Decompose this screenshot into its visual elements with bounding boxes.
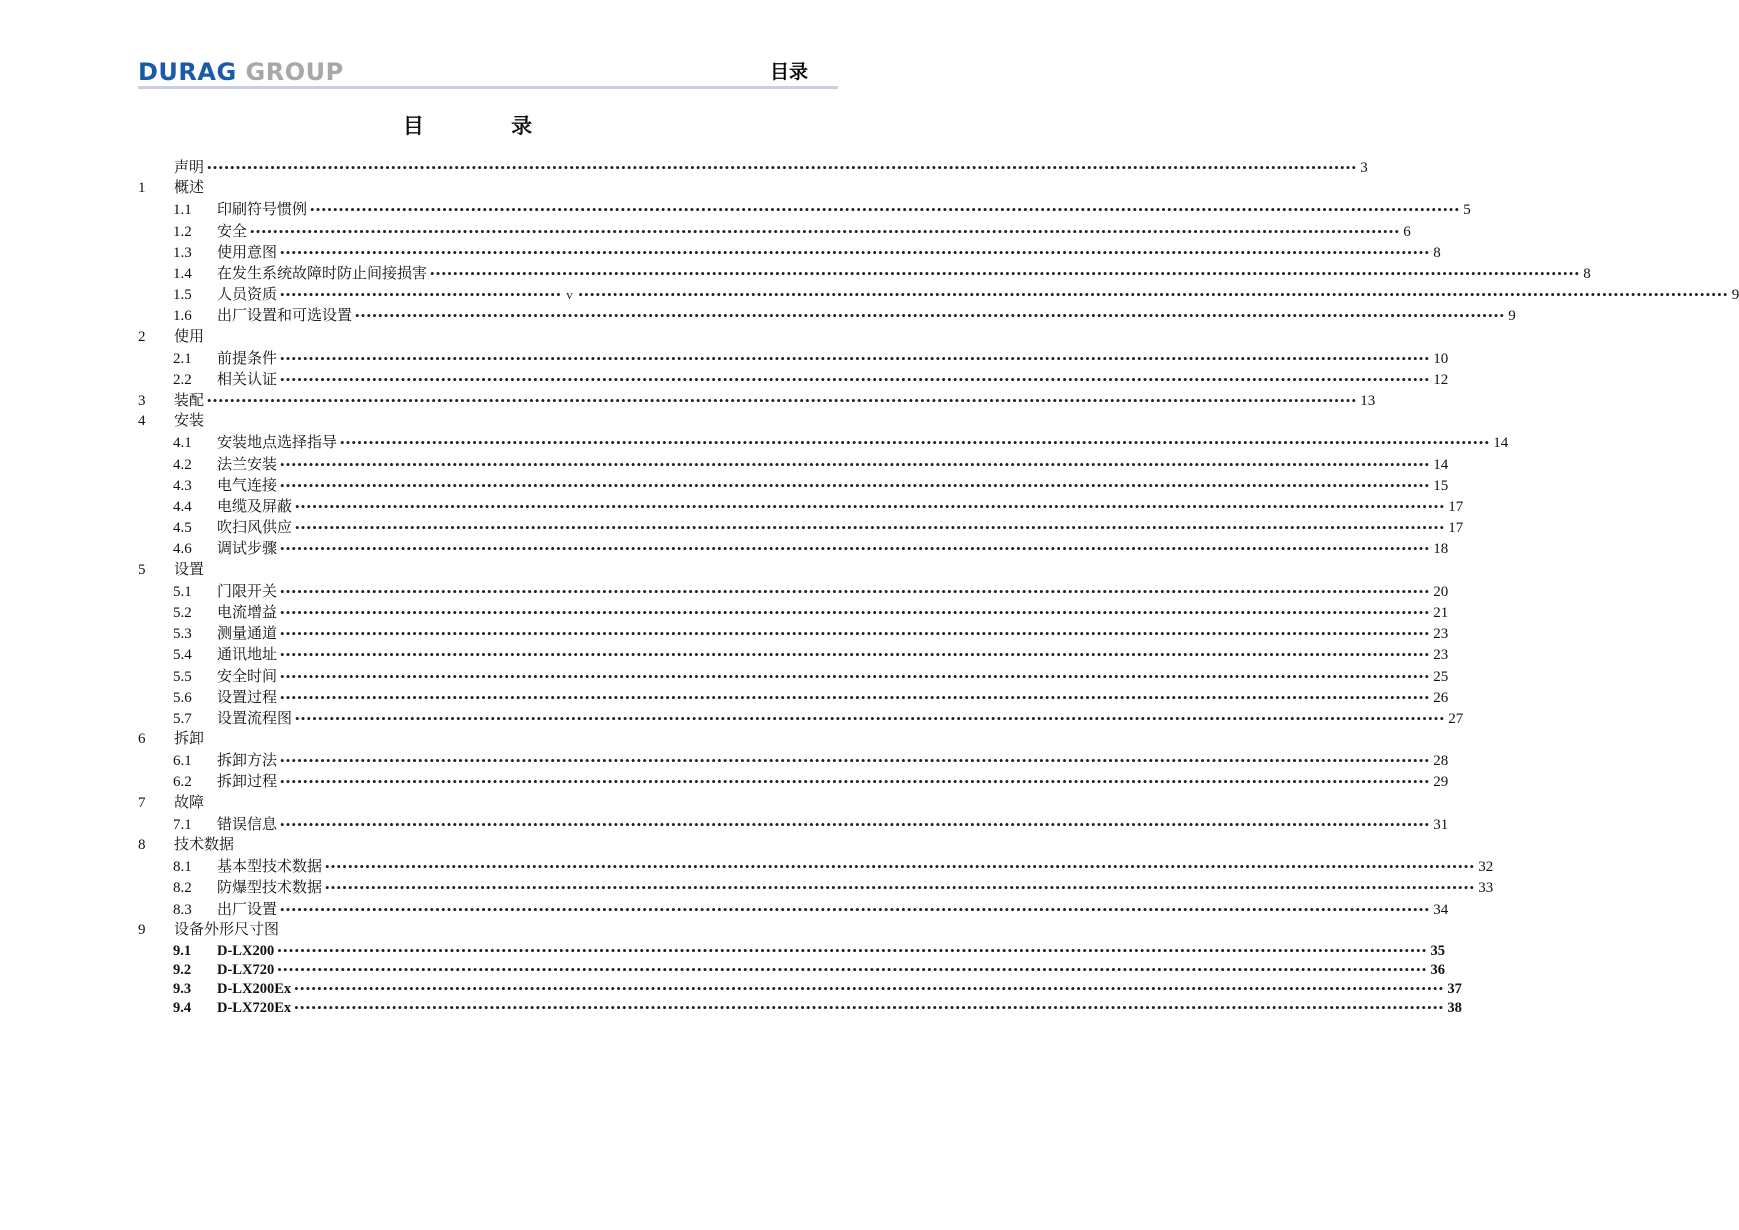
toc-entry-number: 7: [138, 794, 146, 811]
toc-entry-number: 3: [138, 393, 146, 410]
toc-entry-page: 37: [1447, 980, 1462, 997]
toc-title: 目 录: [402, 114, 573, 138]
toc-entry[interactable]: [138, 793, 810, 814]
toc-dot-leader: ••••••••••••••••••••••••••••••••••••••••••••••••••••••••••••••••••••••••••••••••••••••••••••••••••••••••••••••••••••••••••••••••••••••••••••••••••••••••••••••••••••••••••••••••••••••••••••••••••••••••: [280, 456, 1431, 472]
logo-word-durag: DURAG: [138, 58, 237, 86]
toc-dot-leader: ••••••••••••••••••••••••••••••••••••••••••••••••••••••••••••••••••••••••••••••••••••••••••••••••••••••••••••••••••••••••••••••••••••••••••••••••••••••••••••••••••••••••••••••••••••••••••••••••••••••••: [294, 980, 1445, 996]
toc-entry-page: 10: [1433, 350, 1449, 367]
toc-entry-number: 2: [138, 328, 146, 345]
toc-entry-number: 9.4: [173, 999, 192, 1016]
toc-entry-number: 5.2: [173, 604, 192, 621]
toc-entry-page: 8: [1433, 244, 1441, 261]
toc-entry[interactable]: [138, 390, 1376, 411]
toc-entry[interactable]: [138, 877, 1494, 898]
toc-entry-page: 13: [1360, 393, 1376, 410]
toc-entry-label: 安全: [217, 223, 248, 240]
toc-entry[interactable]: [138, 687, 1449, 708]
toc-entry-label: 吹扫风供应: [217, 520, 293, 537]
toc-entry[interactable]: [138, 581, 1449, 602]
toc-entry[interactable]: [138, 644, 1449, 665]
toc-dot-leader: ••••••••••••••••••••••••••••••••••••••••••••••••••••••••••••••••••••••••••••••••••••••••••••••••••••••••••••••••••••••••••••••••••••••••••••••••••••••••••••••••••••••••••••••••••••••••••••••••••••••••: [280, 604, 1431, 620]
toc-entry-number: 6.1: [173, 753, 192, 770]
toc-entry-number: 8.2: [173, 880, 192, 897]
toc-dot-leader: ••••••••••••••••••••••••••••••••••••••••••••••••••••••••••••••••••••••••••••••••••••••••••••••••••••••••••••••••••••••••••••••••••••••••••••••••••••••••••••••••••••••••••••••••••••••••••••••••••••••••: [280, 541, 1431, 557]
toc-dot-leader: ••••••••••••••••••••••••••••••••••••••••••••••••••••••••••••••••••••••••••••••••••••••••••••••••••••••••••••••••••••••••••••••••••••••••••••••••••••••••••••••••••••••••••••••••••••••••••••••••••••••••: [280, 626, 1431, 642]
toc-entry-page: 36: [1430, 961, 1445, 978]
toc-dot-leader: ••••••••••••••••••••••••••••••••••••••••••••••••••••••••••••••••••••••••••••••••••••••••••••••••••••••••••••••••••••••••••••••••••••••••••••••••••••••••••••••••••••••••••••••••••••••••••••••••••••••••: [280, 244, 1431, 260]
toc-dot-leader: ••••••••••••••••••••••••••••••••••••••••••••••••••••••••••••••••••••••••••••••••••••••••••••••••••••••••••••••••••••••••••••••••••••••••••••••••••••••••••••••••••••••••••••••••••••••••••••••••••••••••: [295, 520, 1446, 536]
header-section-title: 目录: [770, 61, 809, 83]
toc-entry-number: 1.1: [173, 202, 192, 219]
toc-entry-label: D-LX200: [217, 942, 275, 959]
toc-entry[interactable]: [138, 305, 1516, 326]
toc-entry-label: 设置流程图: [217, 710, 293, 727]
toc-entry-number: 1.3: [173, 244, 192, 261]
toc-entry-page: 18: [1433, 541, 1449, 558]
toc-entry[interactable]: [138, 920, 810, 941]
toc-entry-label: D-LX720Ex: [217, 999, 292, 1016]
toc-entry[interactable]: [138, 242, 1441, 263]
toc-entry[interactable]: [138, 750, 1449, 771]
toc-entry[interactable]: [138, 411, 810, 432]
toc-entry-page: 32: [1478, 859, 1494, 876]
toc-dot-leader: ••••••••••••••••••••••••••••••••••••••••••••••••••••••••••••••••••••••••••••••••••••••••••••••••••••••••••••••••••••••••••••••••••••••••••••••••••••••••••••••••••••••••••••••••••••••••••••••••••••••••: [280, 668, 1431, 684]
toc-entry-label: 声明: [174, 160, 205, 176]
toc-entry[interactable]: [138, 432, 1509, 453]
toc-entry-page: 14: [1433, 456, 1449, 473]
toc-entry-page: 34: [1433, 901, 1449, 918]
toc-entry-label: 概述: [174, 180, 205, 197]
toc-entry-number: 9: [138, 921, 146, 938]
toc-dot-leader: ••••••••••••••••••••••••••••••••••••••••••••••••••••••••••••••••••••••••••••••••••••••••••••••••••••••••••••••••••••••••••••••••••••••••••••••••••••••••••••••••••••••••••••••••••••••••••••••••••••••••: [207, 393, 1358, 409]
toc-entry[interactable]: [138, 348, 1449, 369]
toc-entry[interactable]: [138, 496, 1464, 517]
toc-entry-page: 23: [1433, 647, 1449, 664]
toc-dot-leader: ••••••••••••••••••••••••••••••••••••••••••••••••• v ••••••••••••••••••••••••••••••••••••••••••••••••••••••••••••••••••••••••••••••••••••••••••••••••••••••••••••••••••••••••••••••••••••••••••••••••••••••••••••••••••••••••••••••••••••••••••••••••••••••••: [280, 287, 1729, 303]
toc-entry-page: 9: [1731, 287, 1739, 304]
toc-entry-number: 8: [138, 837, 146, 853]
toc-entry-number: 4.2: [173, 456, 192, 473]
toc-entry-page: 25: [1433, 668, 1449, 685]
toc-entry-label: 相关认证: [217, 371, 278, 388]
toc-entry[interactable]: [138, 263, 1591, 284]
logo-word-group: GROUP: [245, 58, 344, 86]
toc-entry-page: 3: [1360, 160, 1368, 176]
toc-entry[interactable]: [138, 327, 810, 348]
toc-dot-leader: ••••••••••••••••••••••••••••••••••••••••••••••••••••••••••••••••••••••••••••••••••••••••••••••••••••••••••••••••••••••••••••••••••••••••••••••••••••••••••••••••••••••••••••••••••••••••••••••••••••••••: [280, 901, 1431, 917]
toc-entry[interactable]: [138, 771, 1449, 792]
toc-dot-leader: ••••••••••••••••••••••••••••••••••••••••••••••••••••••••••••••••••••••••••••••••••••••••••••••••••••••••••••••••••••••••••••••••••••••••••••••••••••••••••••••••••••••••••••••••••••••••••••••••••••••••: [310, 202, 1461, 218]
toc-entry-page: 23: [1433, 626, 1449, 643]
toc-entry-label: 故障: [174, 794, 205, 811]
toc-entry[interactable]: [138, 708, 1464, 729]
toc-entry-number: 7.1: [173, 816, 192, 833]
toc-entry-label: 拆卸过程: [217, 774, 278, 791]
toc-entry-page: 21: [1433, 604, 1449, 621]
toc-entry-label: 拆卸方法: [217, 753, 278, 770]
toc-dot-leader: ••••••••••••••••••••••••••••••••••••••••••••••••••••••••••••••••••••••••••••••••••••••••••••••••••••••••••••••••••••••••••••••••••••••••••••••••••••••••••••••••••••••••••••••••••••••••••••••••••••••••: [280, 689, 1431, 705]
toc-entry-page: 35: [1430, 942, 1445, 959]
toc-entry-number: 4: [138, 413, 146, 430]
toc-entry-number: 6.2: [173, 774, 192, 791]
toc-entry-label: 电气连接: [217, 477, 278, 494]
toc-entry[interactable]: [138, 284, 1739, 305]
table-of-contents: [138, 157, 1739, 1017]
toc-entry-page: 14: [1493, 435, 1509, 452]
toc-entry[interactable]: [138, 666, 1449, 687]
toc-entry-page: 17: [1448, 499, 1464, 515]
toc-entry[interactable]: [138, 729, 810, 750]
toc-dot-leader: ••••••••••••••••••••••••••••••••••••••••••••••••••••••••••••••••••••••••••••••••••••••••••••••••••••••••••••••••••••••••••••••••••••••••••••••••••••••••••••••••••••••••••••••••••••••••••••••••••••••••: [295, 710, 1446, 726]
toc-entry-label: 前提条件: [217, 350, 278, 367]
toc-entry-number: 9.3: [173, 980, 192, 997]
toc-entry-label: 安装地点选择指导: [217, 435, 338, 452]
toc-entry-number: 5.5: [173, 668, 192, 685]
toc-entry[interactable]: [138, 979, 1462, 998]
toc-entry-number: 5.1: [173, 583, 192, 600]
toc-entry-number: 4.5: [173, 520, 192, 537]
toc-entry-number: 2.2: [173, 371, 192, 388]
toc-entry-label: 电流增益: [217, 604, 278, 621]
toc-dot-leader: ••••••••••••••••••••••••••••••••••••••••••••••••••••••••••••••••••••••••••••••••••••••••••••••••••••••••••••••••••••••••••••••••••••••••••••••••••••••••••••••••••••••••••••••••••••••••••••••••••••••••: [325, 880, 1476, 896]
toc-entry-page: 5: [1463, 202, 1471, 219]
toc-entry[interactable]: [138, 221, 1411, 242]
toc-entry-label: 安装: [174, 413, 205, 430]
toc-entry-page: 15: [1433, 477, 1449, 494]
toc-entry[interactable]: [138, 560, 810, 581]
toc-entry[interactable]: [138, 602, 1449, 623]
toc-entry-label: 出厂设置和可选设置: [217, 308, 353, 325]
toc-entry-page: 31: [1433, 816, 1449, 833]
toc-entry-label: 错误信息: [217, 816, 278, 833]
toc-entry[interactable]: [138, 960, 1445, 979]
toc-dot-leader: ••••••••••••••••••••••••••••••••••••••••••••••••••••••••••••••••••••••••••••••••••••••••••••••••••••••••••••••••••••••••••••••••••••••••••••••••••••••••••••••••••••••••••••••••••••••••••••••••••••••••: [280, 753, 1431, 769]
toc-dot-leader: ••••••••••••••••••••••••••••••••••••••••••••••••••••••••••••••••••••••••••••••••••••••••••••••••••••••••••••••••••••••••••••••••••••••••••••••••••••••••••••••••••••••••••••••••••••••••••••••••••••••••: [280, 371, 1431, 387]
toc-entry-number: 5.6: [173, 689, 192, 706]
toc-entry-label: 使用: [174, 328, 205, 345]
toc-entry-page: 28: [1433, 753, 1449, 770]
toc-dot-leader: ••••••••••••••••••••••••••••••••••••••••••••••••••••••••••••••••••••••••••••••••••••••••••••••••••••••••••••••••••••••••••••••••••••••••••••••••••••••••••••••••••••••••••••••••••••••••••••••••••••••••: [295, 499, 1446, 514]
toc-entry-label: 通讯地址: [217, 647, 278, 664]
toc-entry-number: 5.3: [173, 626, 192, 643]
toc-entry-number: 9.2: [173, 961, 192, 978]
toc-entry-label: 测量通道: [217, 626, 278, 643]
toc-entry-label: 拆卸: [174, 731, 205, 748]
toc-dot-leader: ••••••••••••••••••••••••••••••••••••••••••••••••••••••••••••••••••••••••••••••••••••••••••••••••••••••••••••••••••••••••••••••••••••••••••••••••••••••••••••••••••••••••••••••••••••••••••••••••••••••••: [250, 223, 1401, 239]
toc-entry-label: 法兰安装: [217, 456, 278, 473]
toc-entry-label: 印刷符号惯例: [217, 202, 308, 219]
toc-entry-number: 6: [138, 731, 146, 748]
toc-entry-number: 5.4: [173, 647, 192, 664]
toc-entry[interactable]: [138, 899, 1449, 920]
toc-dot-leader: ••••••••••••••••••••••••••••••••••••••••••••••••••••••••••••••••••••••••••••••••••••••••••••••••••••••••••••••••••••••••••••••••••••••••••••••••••••••••••••••••••••••••••••••••••••••••••••••••••••••••: [280, 647, 1431, 663]
toc-dot-leader: ••••••••••••••••••••••••••••••••••••••••••••••••••••••••••••••••••••••••••••••••••••••••••••••••••••••••••••••••••••••••••••••••••••••••••••••••••••••••••••••••••••••••••••••••••••••••••••••••••••••••: [207, 160, 1358, 175]
toc-dot-leader: ••••••••••••••••••••••••••••••••••••••••••••••••••••••••••••••••••••••••••••••••••••••••••••••••••••••••••••••••••••••••••••••••••••••••••••••••••••••••••••••••••••••••••••••••••••••••••••••••••••••••: [280, 774, 1431, 790]
toc-entry-page: 26: [1433, 689, 1449, 706]
toc-entry-number: 4.1: [173, 435, 192, 452]
toc-dot-leader: ••••••••••••••••••••••••••••••••••••••••••••••••••••••••••••••••••••••••••••••••••••••••••••••••••••••••••••••••••••••••••••••••••••••••••••••••••••••••••••••••••••••••••••••••••••••••••••••••••••••••: [294, 999, 1445, 1015]
toc-entry-label: 使用意图: [217, 244, 278, 261]
toc-entry-number: 1.5: [173, 287, 192, 304]
toc-entry-label: 门限开关: [217, 583, 278, 600]
toc-entry-label: 技术数据: [174, 837, 235, 853]
toc-dot-leader: ••••••••••••••••••••••••••••••••••••••••••••••••••••••••••••••••••••••••••••••••••••••••••••••••••••••••••••••••••••••••••••••••••••••••••••••••••••••••••••••••••••••••••••••••••••••••••••••••••••••••: [340, 435, 1491, 451]
toc-entry-number: 5: [138, 561, 146, 578]
toc-entry-number: 1: [138, 180, 146, 197]
toc-entry[interactable]: [138, 998, 1462, 1017]
toc-entry-label: 基本型技术数据: [217, 859, 323, 876]
toc-entry-label: 安全时间: [217, 668, 278, 685]
toc-entry-label: 在发生系统故障时防止间接损害: [217, 265, 428, 282]
toc-entry[interactable]: [138, 475, 1449, 496]
toc-entry-number: 8.1: [173, 859, 192, 876]
toc-dot-leader: ••••••••••••••••••••••••••••••••••••••••••••••••••••••••••••••••••••••••••••••••••••••••••••••••••••••••••••••••••••••••••••••••••••••••••••••••••••••••••••••••••••••••••••••••••••••••••••••••••••••••: [280, 583, 1431, 599]
toc-entry[interactable]: [138, 856, 1494, 877]
toc-dot-leader: ••••••••••••••••••••••••••••••••••••••••••••••••••••••••••••••••••••••••••••••••••••••••••••••••••••••••••••••••••••••••••••••••••••••••••••••••••••••••••••••••••••••••••••••••••••••••••••••••••••••••: [280, 816, 1431, 832]
durag-group-logo: [138, 58, 344, 86]
toc-entry-label: 装配: [174, 393, 205, 410]
toc-entry-page: 6: [1403, 223, 1411, 240]
toc-entry-page: 27: [1448, 710, 1464, 727]
toc-entry-number: 4.3: [173, 477, 192, 494]
toc-dot-leader: ••••••••••••••••••••••••••••••••••••••••••••••••••••••••••••••••••••••••••••••••••••••••••••••••••••••••••••••••••••••••••••••••••••••••••••••••••••••••••••••••••••••••••••••••••••••••••••••••••••••••: [430, 265, 1581, 281]
toc-entry-number: 1.2: [173, 223, 192, 240]
toc-dot-leader: ••••••••••••••••••••••••••••••••••••••••••••••••••••••••••••••••••••••••••••••••••••••••••••••••••••••••••••••••••••••••••••••••••••••••••••••••••••••••••••••••••••••••••••••••••••••••••••••••••••••••: [280, 477, 1431, 493]
header-rule: [138, 86, 838, 89]
toc-entry-number: 9.1: [173, 942, 192, 959]
toc-entry-number: 5.7: [173, 710, 192, 727]
toc-entry-number: 4.4: [173, 499, 192, 515]
toc-entry-number: 1.6: [173, 308, 192, 325]
toc-entry-page: 38: [1447, 999, 1462, 1016]
toc-entry[interactable]: [138, 623, 1449, 644]
toc-entry[interactable]: [138, 538, 1449, 559]
toc-entry-label: 防爆型技术数据: [217, 880, 323, 897]
toc-entry-page: 33: [1478, 880, 1494, 897]
toc-entry-label: 设备外形尺寸图: [174, 921, 280, 938]
toc-entry-number: 1.4: [173, 265, 192, 282]
toc-entry-number: 2.1: [173, 350, 192, 367]
toc-entry[interactable]: [138, 178, 810, 199]
toc-dot-leader: ••••••••••••••••••••••••••••••••••••••••••••••••••••••••••••••••••••••••••••••••••••••••••••••••••••••••••••••••••••••••••••••••••••••••••••••••••••••••••••••••••••••••••••••••••••••••••••••••••••••••: [277, 961, 1428, 977]
toc-dot-leader: ••••••••••••••••••••••••••••••••••••••••••••••••••••••••••••••••••••••••••••••••••••••••••••••••••••••••••••••••••••••••••••••••••••••••••••••••••••••••••••••••••••••••••••••••••••••••••••••••••••••••: [355, 308, 1506, 324]
toc-entry-page: 20: [1433, 583, 1449, 600]
toc-entry-label: 设置过程: [217, 689, 278, 706]
toc-entry-page: 17: [1448, 520, 1464, 537]
toc-entry-label: 人员资质: [217, 287, 278, 304]
toc-entry-number: 8.3: [173, 901, 192, 918]
toc-entry-label: 设置: [174, 561, 205, 578]
toc-dot-leader: ••••••••••••••••••••••••••••••••••••••••••••••••••••••••••••••••••••••••••••••••••••••••••••••••••••••••••••••••••••••••••••••••••••••••••••••••••••••••••••••••••••••••••••••••••••••••••••••••••••••••: [325, 859, 1476, 875]
toc-dot-leader: ••••••••••••••••••••••••••••••••••••••••••••••••••••••••••••••••••••••••••••••••••••••••••••••••••••••••••••••••••••••••••••••••••••••••••••••••••••••••••••••••••••••••••••••••••••••••••••••••••••••••: [277, 942, 1428, 958]
toc-entry[interactable]: [138, 199, 1471, 220]
toc-entry-page: 29: [1433, 774, 1449, 791]
toc-entry-label: D-LX720: [217, 961, 275, 978]
toc-entry[interactable]: [138, 454, 1449, 475]
toc-dot-leader: ••••••••••••••••••••••••••••••••••••••••••••••••••••••••••••••••••••••••••••••••••••••••••••••••••••••••••••••••••••••••••••••••••••••••••••••••••••••••••••••••••••••••••••••••••••••••••••••••••••••••: [280, 350, 1431, 366]
toc-entry[interactable]: [138, 517, 1464, 538]
toc-entry-label: 调试步骤: [217, 541, 278, 558]
toc-entry-page: 8: [1583, 265, 1591, 282]
toc-entry-label: 出厂设置: [217, 901, 278, 918]
toc-entry-label: D-LX200Ex: [217, 980, 292, 997]
toc-entry-page: 9: [1508, 308, 1516, 325]
toc-entry-page: 12: [1433, 371, 1449, 388]
toc-entry[interactable]: [138, 835, 810, 856]
toc-entry-number: 4.6: [173, 541, 192, 558]
toc-entry[interactable]: [138, 157, 1368, 178]
toc-entry[interactable]: [138, 941, 1445, 960]
toc-entry[interactable]: [138, 369, 1449, 390]
toc-entry-label: 电缆及屏蔽: [217, 499, 293, 515]
toc-entry[interactable]: [138, 814, 1449, 835]
